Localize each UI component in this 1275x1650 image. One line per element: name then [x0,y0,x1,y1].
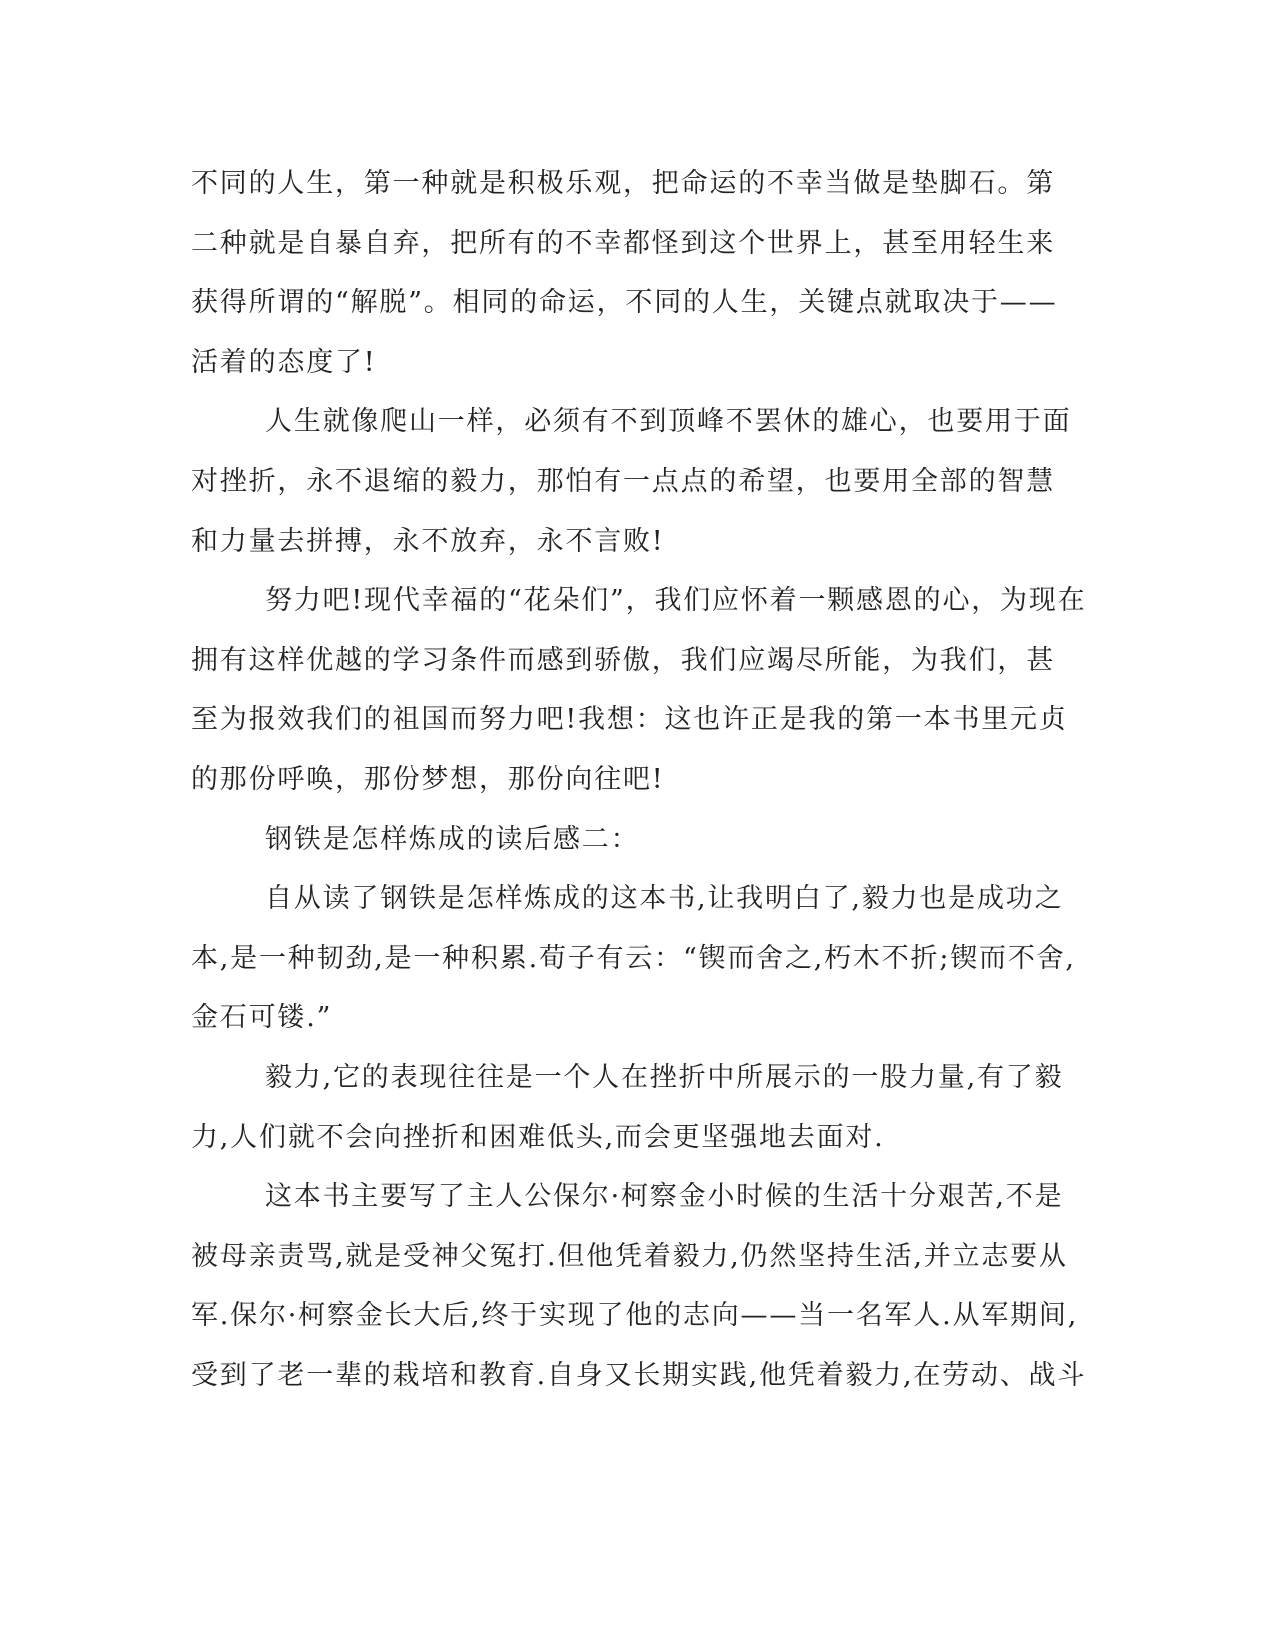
text-line: 受到了老一辈的栽培和教育.自身又长期实践,他凭着毅力,在劳动、战斗 [191,1359,1087,1391]
paragraph-first-line: 毅力,它的表现往往是一个人在挫折中所展示的一股力量,有了毅 [265,1061,1064,1093]
document-body [191,154,1091,1405]
text-line: 的那份呼唤，那份梦想，那份向往吧! [191,763,665,795]
text-line: 拥有这样优越的学习条件而感到骄傲，我们应竭尽所能，为我们，甚 [191,644,1055,676]
text-line: 力,人们就不会向挫折和困难低头,而会更坚强地去面对. [191,1121,885,1153]
text-line: 军.保尔·柯察金长大后,终于实现了他的志向——当一名军人.从军期间, [191,1300,1079,1332]
paragraph-first-line: 这本书主要写了主人公保尔·柯察金小时候的生活十分艰苦,不是 [265,1181,1064,1213]
text-line: 不同的人生，第一种就是积极乐观，把命运的不幸当做是垫脚石。第 [191,168,1055,199]
text-line: 被母亲责骂,就是受神父冤打.但他凭着毅力,仍然坚持生活,并立志要从 [191,1240,1068,1272]
text-line: 对挫折，永不退缩的毅力，那怕有一点点的希望，也要用全部的智慧 [191,465,1055,497]
text-line: 本,是一种韧劲,是一种积累.荀子有云：“锲而舍之,朽木不折;锲而不舍, [191,942,1076,974]
text-line: 金石可镂.” [191,1002,333,1034]
text-line: 至为报效我们的祖国而努力吧!我想：这也许正是我的第一本书里元贞 [191,704,1068,736]
paragraph-first-line: 自从读了钢铁是怎样炼成的这本书,让我明白了,毅力也是成功之 [265,883,1064,915]
text-line: 和力量去拼搏，永不放弃，永不言败! [191,525,665,557]
text-line: 二种就是自暴自弃，把所有的不幸都怪到这个世界上，甚至用轻生来 [191,227,1055,259]
section-heading: 钢铁是怎样炼成的读后感二： [265,823,640,855]
text-line: 获得所谓的“解脱”。相同的命运，不同的人生，关键点就取决于—— [191,287,1058,319]
paragraph-first-line: 人生就像爬山一样，必须有不到顶峰不罢休的雄心，也要用于面 [265,406,1072,438]
text-line: 活着的态度了! [191,346,377,378]
paragraph-first-line: 努力吧!现代幸福的“花朵们”，我们应怀着一颗感恩的心，为现在 [265,585,1087,617]
